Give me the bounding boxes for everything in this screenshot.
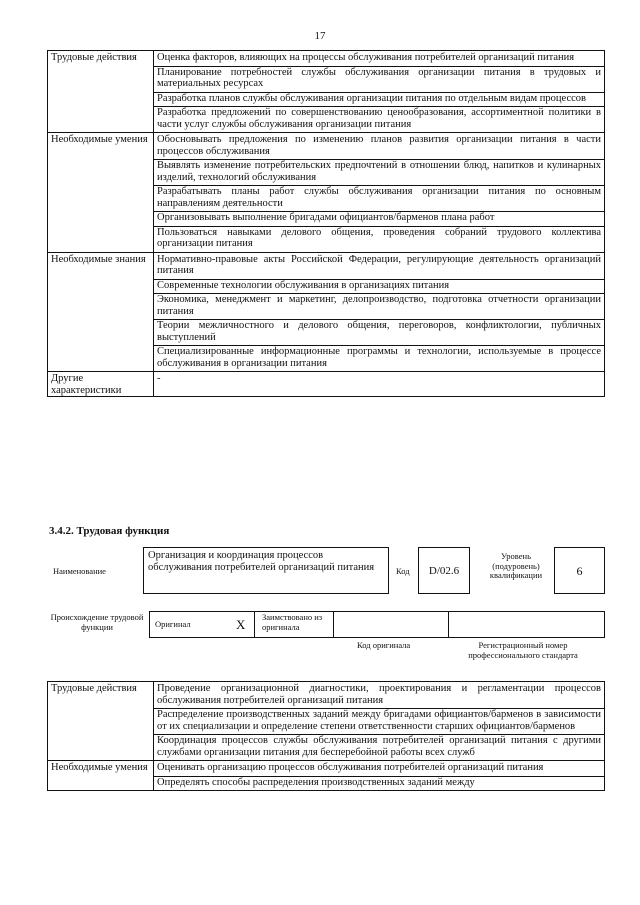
- divider: [254, 611, 255, 638]
- list-item: Разработка предложений по совершенствованию ценообразования, ассортиментной политики в части услуг службы обслуживания организации питания: [157, 107, 601, 130]
- requirements-table-1: [47, 50, 605, 397]
- row-body: [154, 372, 605, 397]
- table-row: [48, 682, 605, 761]
- row-header: Трудовые действия: [48, 51, 154, 133]
- row-header: Необходимые умения: [48, 761, 154, 791]
- divider: [448, 611, 449, 638]
- original-code-caption: Код оригинала: [357, 640, 411, 650]
- code-box: D/02.6: [418, 547, 470, 594]
- list-item: Современные технологии обслуживания в организациях питания: [154, 280, 604, 295]
- list-item: Проведение организационной диагностики, проектирования и регламентации процессов обслуживания потребителей организаций питания: [154, 683, 604, 709]
- borrowed-label: Заимствовано из оригинала: [262, 612, 323, 632]
- table-row: [48, 372, 605, 397]
- original-label: Оригинал: [155, 619, 191, 629]
- code-label: Код: [396, 566, 410, 576]
- level-box: 6: [554, 547, 605, 594]
- list-item: Оценивать организацию процессов обслуживания потребителей организаций питания: [154, 762, 604, 777]
- table-row: [48, 252, 605, 372]
- row-body: [154, 761, 605, 791]
- function-name-box: Организация и координация процессов обслуживания потребителей организаций питания: [143, 547, 389, 594]
- row-header: Необходимые умения: [48, 133, 154, 253]
- row-body: [154, 51, 605, 133]
- row-body: [154, 133, 605, 253]
- list-item: Оценка факторов, влияющих на процессы обслуживания потребителей организаций питания: [154, 52, 604, 67]
- list-item: Координация процессов службы обслуживания потребителей организаций питания с другими службами организации питания для бесперебойной работы всех служб: [157, 735, 601, 758]
- row-header: Другие характеристики: [48, 372, 154, 397]
- table-row: [48, 51, 605, 133]
- table-row: [48, 761, 605, 791]
- name-label: Наименование: [53, 566, 106, 576]
- list-item: -: [157, 373, 161, 384]
- row-body: [154, 252, 605, 372]
- list-item: Пользоваться навыками делового общения, проведения собраний трудового коллектива организации питания: [157, 226, 601, 249]
- page-number: 17: [314, 30, 326, 42]
- list-item: Организовывать выполнение бригадами официантов/барменов плана работ: [154, 212, 604, 227]
- list-item: Специализированные информационные программы и технологии, используемые в процессе обслуживания в организации питания: [157, 346, 601, 369]
- list-item: Разрабатывать планы работ службы обслуживания организации питания по основным направлениям деятельности: [154, 186, 604, 212]
- row-header: Необходимые знания: [48, 252, 154, 372]
- list-item: Выявлять изменение потребительских предпочтений в отношении блюд, напитков и кулинарных изделий, технологий обслуживания: [154, 160, 604, 186]
- list-item: Обосновывать предложения по изменению планов развития организации питания в части процессов обслуживания: [154, 134, 604, 160]
- list-item: Нормативно-правовые акты Российской Федерации, регулирующие деятельность организаций питания: [154, 254, 604, 280]
- table-row: [48, 133, 605, 253]
- section-title: 3.4.2. Трудовая функция: [49, 525, 170, 537]
- row-header: Трудовые действия: [48, 682, 154, 761]
- list-item: Экономика, менеджмент и маркетинг, делопроизводство, подготовка отчетности организации питания: [154, 294, 604, 320]
- list-item: Теории межличностного и делового общения, переговоров, конфликтологии, публичных выступлений: [154, 320, 604, 346]
- list-item: Разработка планов службы обслуживания организации питания по отдельным видам процессов: [154, 93, 604, 108]
- row-body: [154, 682, 605, 761]
- requirements-table-2: [47, 681, 605, 791]
- list-item: Распределение производственных заданий между бригадами официантов/барменов в зависимости от их специализации и определение степени ответственности старших официантов/барменов: [154, 709, 604, 735]
- list-item: Планирование потребностей службы обслуживания организации питания в трудовых и материальных ресурсах: [154, 67, 604, 93]
- divider: [333, 611, 334, 638]
- registration-caption: Регистрационный номер профессионального стандарта: [468, 640, 578, 660]
- list-item: Определять способы распределения производственных заданий между: [157, 776, 475, 788]
- level-label: Уровень (подуровень) квалификации: [489, 551, 543, 580]
- original-mark: X: [236, 617, 246, 632]
- origin-label: Происхождение трудовой функции: [50, 612, 144, 632]
- origin-row: [149, 611, 605, 638]
